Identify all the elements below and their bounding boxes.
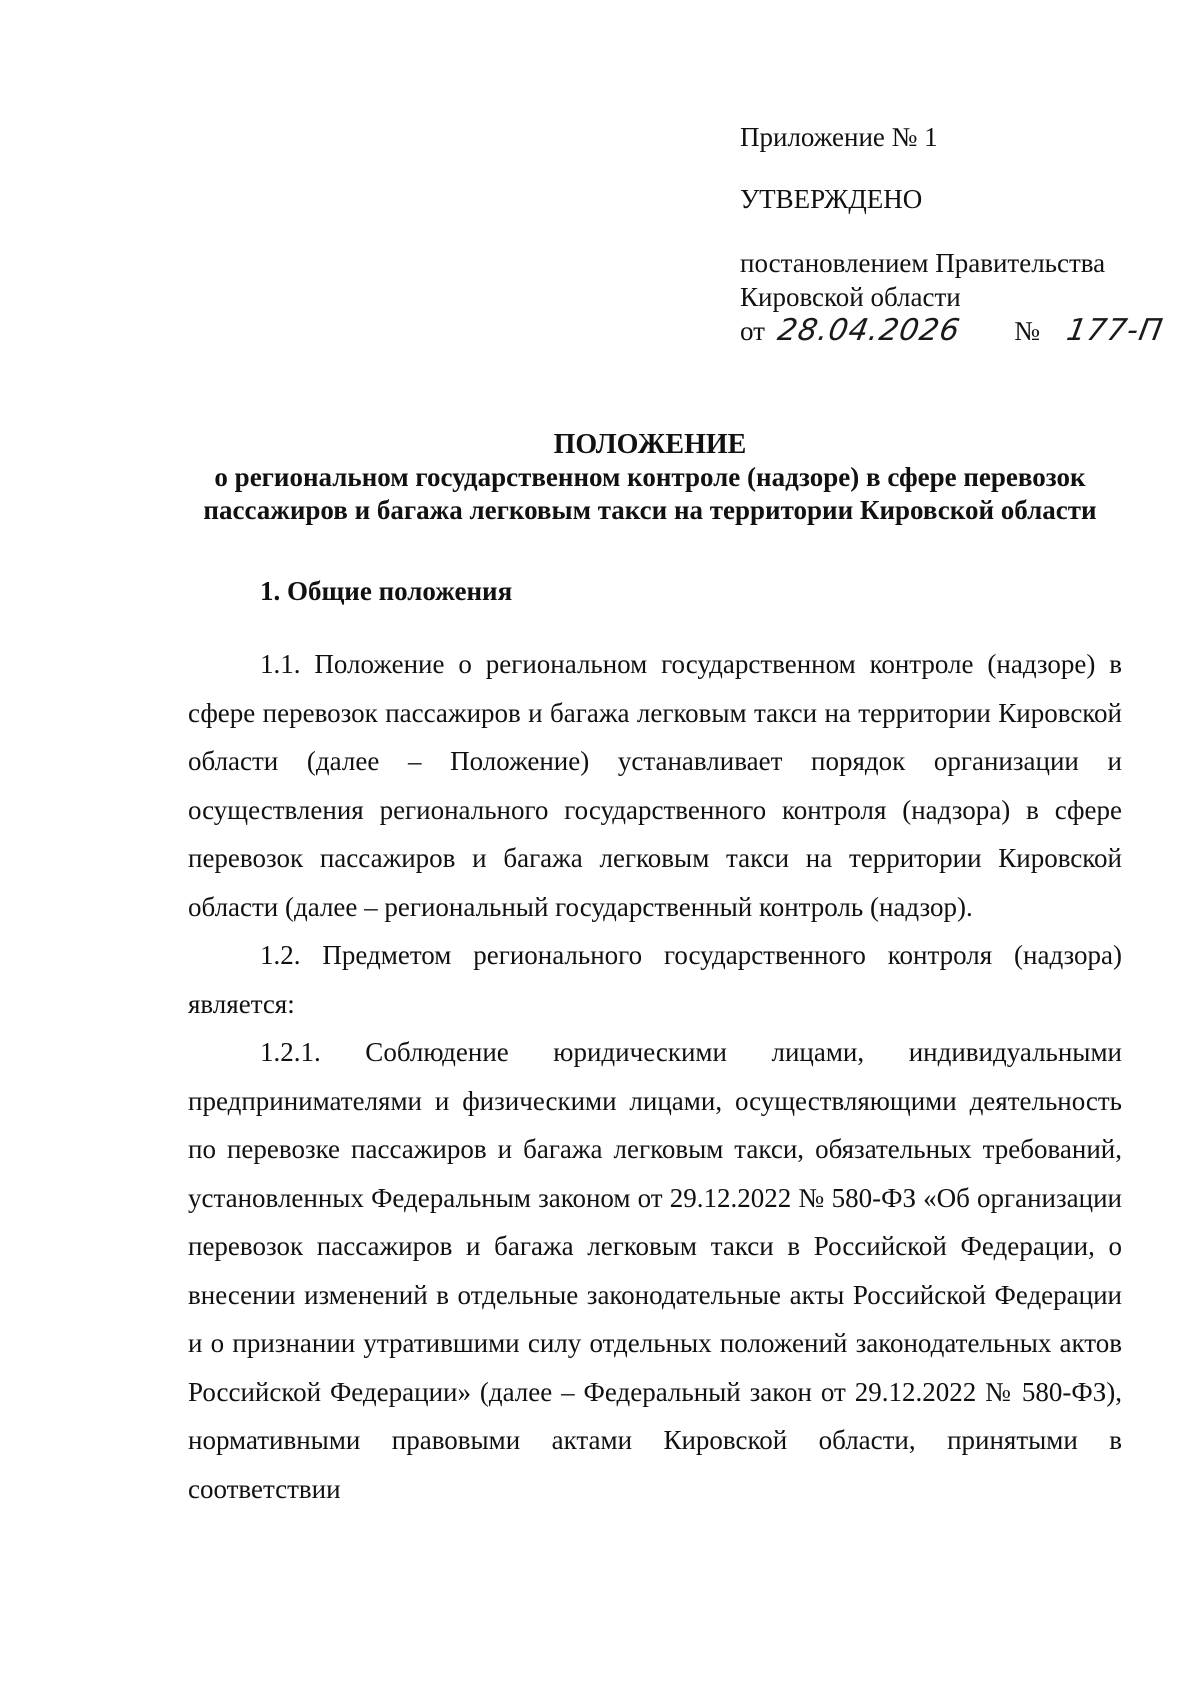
decree-date-number-line bbox=[740, 313, 1166, 348]
section-body bbox=[188, 640, 1122, 1513]
decree-line-2: Кировской области bbox=[740, 282, 961, 312]
date-prefix: от bbox=[740, 316, 765, 346]
document-subtitle-line-1: о региональном государственном контроле (надзоре) в сфере перевозок bbox=[214, 462, 1086, 492]
approved-stamp-text: УТВЕРЖДЕНО bbox=[740, 184, 923, 214]
annex-label: Приложение № 1 bbox=[740, 122, 938, 152]
paragraph-1-2-1: 1.2.1. Соблюдение юридическими лицами, индивидуальными предпринимателями и физическими лицами, осуществляющими деятельность по перевозке пассажиров и багажа легковым такси, обязательных требований, установленных Федеральным законом от 29.12.2022 № 580-ФЗ «Об организации перевозок пассажиров и багажа легковым такси в Российской Федерации, о внесении изменений в отдельные законодательные акты Российской Федерации и о признании утратившими силу отдельных положений законодательных актов Российской Федерации» (далее – Федеральный закон от 29.12.2022 № 580-ФЗ), нормативными правовыми актами Кировской области, принятыми в соответствии bbox=[188, 1037, 1122, 1504]
section-heading: 1. Общие положения bbox=[260, 576, 513, 606]
document-title: ПОЛОЖЕНИЕ bbox=[553, 429, 747, 460]
paragraph-1-2: 1.2. Предметом регионального государственного контроля (надзора) является: bbox=[188, 940, 1122, 1019]
document-subtitle-line-2: пассажиров и багажа легковым такси на территории Кировской области bbox=[203, 495, 1097, 525]
document-title-block bbox=[150, 428, 1150, 527]
paragraph-1-1: 1.1. Положение о региональном государственном контроле (надзоре) в сфере перевозок пассажиров и багажа легковым такси на территории Кировской области (далее – Положение) устанавливает порядок организации и осуществления регионального государственного контроля (надзора) в сфере перевозок пассажиров и багажа легковым такси на территории Кировской области (далее – региональный государственный контроль (надзор). bbox=[188, 649, 1122, 922]
approval-block bbox=[740, 120, 1166, 348]
handwritten-date: 28.04.2026 bbox=[774, 313, 963, 348]
handwritten-number: 177-П bbox=[1063, 313, 1166, 348]
decree-line-1: постановлением Правительства bbox=[740, 248, 1106, 278]
number-sign: № bbox=[1014, 316, 1040, 346]
